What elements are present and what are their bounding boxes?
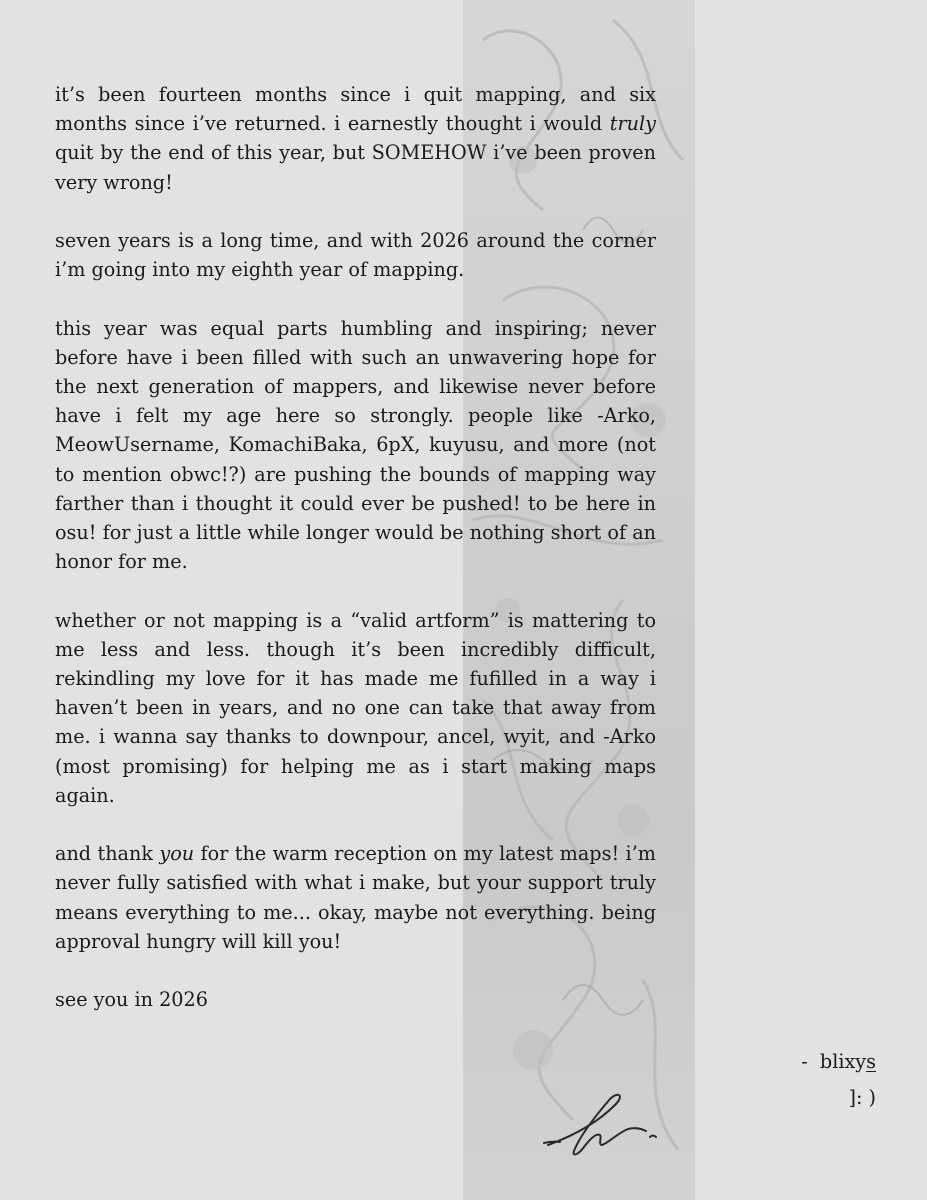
signoff [801,1044,876,1116]
paragraph-5-text-a: and thank [55,842,160,866]
letter-body [55,80,656,1044]
paragraph-1 [55,80,656,197]
paragraph-6: see you in 2026 [55,988,208,1012]
signoff-emoticon: ]: ) [848,1086,876,1109]
signoff-dash: - [801,1050,820,1073]
paragraph-3: this year was equal parts humbling and inspiring; never before have i been filled with such an unwavering hope for the next generation of mappers, and likewise never before have i felt my age here so strongly. people like -Arko, MeowUsername, KomachiBaka, 6pX, kuyusu, and more (not to mention obwc!?) are pushing the bounds of mapping way farther than i thought it could ever be pushed! to be here in osu! for just a little while longer would be nothing short of an honor for me. [55,316,656,574]
paragraph-1-emphasis: truly [609,112,656,136]
paragraph-1-text-a: it’s been fourteen months since i quit mapping, and six months since i’ve returned. i earnestly thought i would [55,83,656,136]
author-name-main: blixy [819,1050,867,1073]
signoff-name-line [801,1044,876,1080]
paragraph-5-emphasis: you [159,842,195,866]
paragraph-5-text-b: for the warm reception on my latest maps! i’m never fully satisfied with what i make, but your support truly means everything to me... okay, maybe not everything. being approval hungry will kill you! [55,842,656,953]
author-name [820,1044,876,1080]
paragraph-1-text-b: quit by the end of this year, but SOMEHOW i’ve been proven very wrong! [55,141,656,194]
paragraph-2: seven years is a long time, and with 2026 around the corner i’m going into my eighth year of mapping. [55,229,656,282]
handwritten-signature [540,1085,670,1165]
paragraph-4: whether or not mapping is a “valid artform” is mattering to me less and less. though it’s been incredibly difficult, rekindling my love for it has made me fufilled in a way i haven’t been in years, and no one can take that away from me. i wanna say thanks to downpour, ancel, wyit, and -Arko (most promising) for helping me as i start making maps again. [55,608,656,807]
author-name-underlined: s [866,1050,876,1073]
paragraph-5 [55,839,656,956]
